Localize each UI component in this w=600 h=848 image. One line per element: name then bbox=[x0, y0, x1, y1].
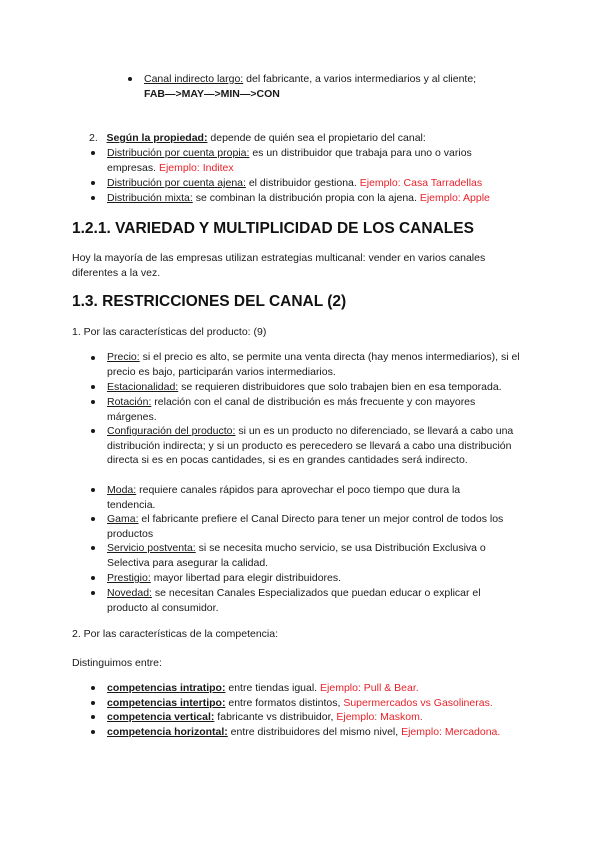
item-text: relación con el canal de distribución es más frecuente y con mayores márgenes. bbox=[107, 396, 476, 423]
item-text: del fabricante, a varios intermediarios y al cliente; bbox=[243, 73, 477, 85]
item-text: si se necesita mucho servicio, se usa Distribución Exclusiva o Selectiva para asegurar la calidad. bbox=[107, 542, 486, 569]
list-item bbox=[107, 176, 537, 191]
list-item bbox=[107, 483, 507, 512]
paragraph: Distinguimos entre: bbox=[72, 657, 162, 669]
bullet bbox=[91, 151, 95, 155]
bullet bbox=[91, 429, 95, 433]
item-text: se necesitan Canales Especializados que puedan educar o explicar el producto al consumidor. bbox=[107, 587, 481, 614]
item-label: Distribución por cuenta propia: bbox=[107, 147, 250, 159]
item-label: Precio: bbox=[107, 351, 140, 363]
list-item bbox=[107, 725, 537, 740]
bullet bbox=[91, 715, 95, 719]
list-item bbox=[144, 72, 544, 101]
item-label: Rotación: bbox=[107, 396, 152, 408]
item-text: mayor libertad para elegir distribuidores. bbox=[150, 572, 342, 584]
paragraph: 1. Por las características del producto: (9) bbox=[72, 326, 267, 338]
list-item bbox=[107, 512, 532, 541]
bullet bbox=[91, 686, 95, 690]
bullet bbox=[91, 701, 95, 705]
item-example: Ejemplo: Casa Tarradellas bbox=[359, 177, 483, 189]
item-label: competencias intratipo: bbox=[107, 682, 226, 694]
item-text: entre distribuidores del mismo nivel, bbox=[227, 726, 402, 738]
list-item bbox=[107, 350, 537, 379]
item-text: si el precio es alto, se permite una venta directa (hay menos intermediarios), si el precio es bajo, participarán varios intermediarios. bbox=[107, 351, 520, 378]
list-item bbox=[107, 424, 517, 468]
bullet bbox=[91, 385, 95, 389]
item-example: Ejemplo: Pull & Bear. bbox=[320, 682, 419, 694]
item-text: se combinan la distribución propia con la ajena. bbox=[192, 192, 420, 204]
list-item bbox=[107, 146, 507, 175]
item-text: el fabricante prefiere el Canal Directo para tener un mejor control de todos los productos bbox=[107, 513, 504, 540]
section-heading: 1.3. RESTRICCIONES DEL CANAL (2) bbox=[72, 293, 347, 310]
paragraph: Hoy la mayoría de las empresas utilizan estrategias multicanal: vender en varios canales diferentes a la vez. bbox=[72, 252, 486, 279]
item-label: Prestigio: bbox=[107, 572, 151, 584]
bullet bbox=[91, 591, 95, 595]
section-heading: 1.2.1. VARIEDAD Y MULTIPLICIDAD DE LOS CANALES bbox=[72, 220, 474, 237]
item-example: Supermercados vs Gasolineras. bbox=[343, 697, 493, 709]
list-item bbox=[107, 710, 537, 725]
channel-chain: FAB—>MAY—>MIN—>CON bbox=[144, 87, 280, 100]
item-text: entre formatos distintos, bbox=[225, 697, 344, 709]
item-label: competencia horizontal: bbox=[107, 726, 228, 738]
item-example: Ejemplo: Inditex bbox=[158, 161, 234, 174]
item-label: Distribución por cuenta ajena: bbox=[107, 177, 246, 189]
item-label: Novedad: bbox=[107, 587, 152, 599]
item-label: Canal indirecto largo: bbox=[144, 73, 244, 85]
bullet bbox=[91, 400, 95, 404]
item-label: competencias intertipo: bbox=[107, 697, 226, 709]
bullet bbox=[128, 77, 132, 81]
list-item bbox=[107, 191, 537, 206]
item-example: Ejemplo: Mercadona. bbox=[401, 726, 501, 738]
bullet bbox=[91, 730, 95, 734]
item-label: competencia vertical: bbox=[107, 711, 215, 723]
list-item bbox=[107, 681, 537, 696]
bullet bbox=[91, 488, 95, 492]
item-label: Gama: bbox=[107, 513, 139, 525]
item-label: Según la propiedad: bbox=[106, 132, 208, 144]
list-item bbox=[107, 571, 537, 586]
item-label: Estacionalidad: bbox=[107, 381, 179, 393]
item-label: Servicio postventa: bbox=[107, 542, 196, 554]
paragraph: 2. Por las características de la competencia: bbox=[72, 628, 279, 640]
list-item bbox=[107, 395, 517, 424]
bullet bbox=[91, 356, 95, 360]
bullet bbox=[91, 546, 95, 550]
item-text: depende de quién sea el propietario del canal: bbox=[207, 132, 426, 144]
item-example: Ejemplo: Apple bbox=[419, 192, 490, 204]
list-item bbox=[107, 541, 522, 570]
list-item bbox=[107, 586, 517, 615]
item-text: el distribuidor gestiona. bbox=[245, 177, 360, 189]
item-label: Distribución mixta: bbox=[107, 192, 193, 204]
item-text: fabricante vs distribuidor, bbox=[214, 711, 337, 723]
list-item bbox=[107, 696, 537, 711]
item-label: Configuración del producto: bbox=[107, 425, 236, 437]
item-text: se requieren distribuidores que solo trabajen bien en esa temporada. bbox=[178, 381, 502, 393]
item-text: entre tiendas igual. bbox=[225, 682, 321, 694]
item-label: Moda: bbox=[107, 484, 137, 496]
list-item bbox=[107, 380, 537, 395]
bullet bbox=[91, 196, 95, 200]
item-text: es un distribuidor que trabaja para uno o varios empresas. bbox=[107, 147, 472, 174]
bullet bbox=[91, 517, 95, 521]
numbered-item bbox=[89, 131, 549, 146]
item-text: requiere canales rápidos para aprovechar el poco tiempo que dura la tendencia. bbox=[107, 484, 461, 511]
item-number: 2. bbox=[89, 132, 98, 144]
item-text: si un es un producto no diferenciado, se llevará a cabo una distribución indirecta; y si un producto es perecedero se llevará a cabo una distribución directa si es en pocas cantidades, si es en grandes cantidades será indirecto. bbox=[107, 425, 514, 467]
bullet bbox=[91, 181, 95, 185]
item-example: Ejemplo: Maskom. bbox=[336, 711, 423, 723]
bullet bbox=[91, 576, 95, 580]
